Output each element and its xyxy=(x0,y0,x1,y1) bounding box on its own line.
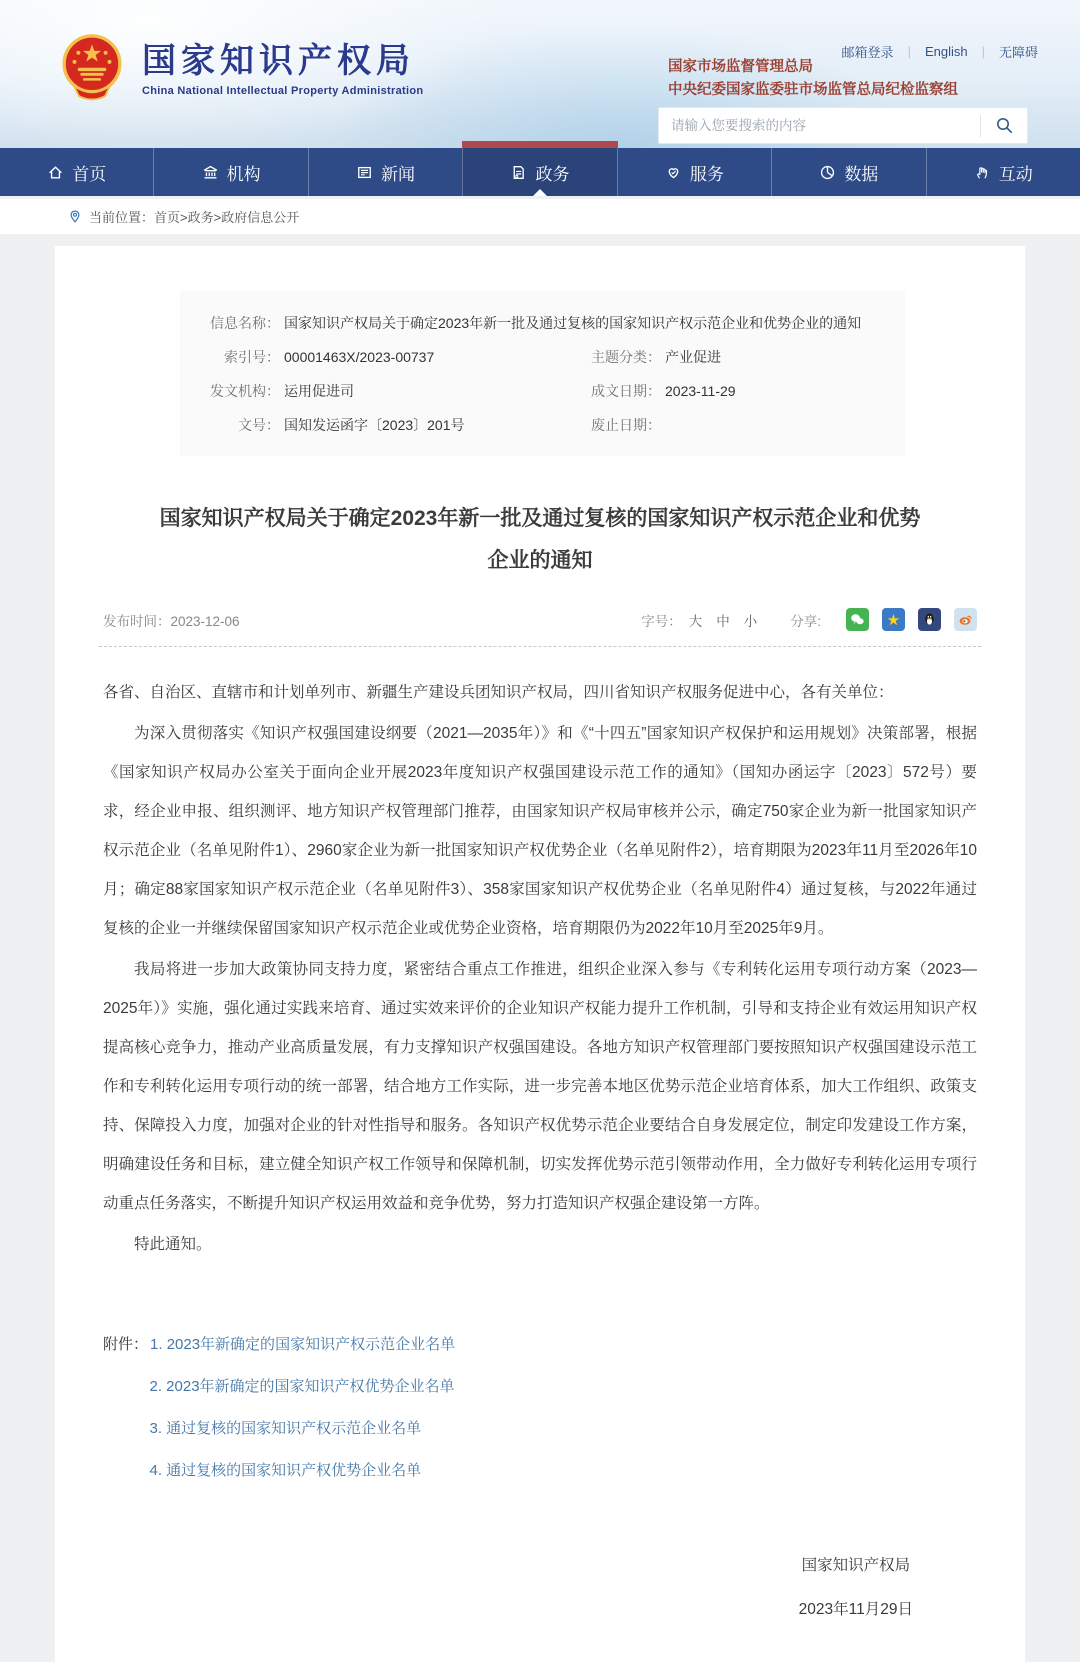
article-body xyxy=(55,647,1025,1264)
document-info-table xyxy=(180,290,905,456)
site-name-english: China National Intellectual Property Administration xyxy=(142,85,424,97)
attachment-link-3[interactable]: 3. 通过复核的国家知识产权示范企业名单 xyxy=(149,1420,422,1437)
nav-label: 机构 xyxy=(226,164,261,184)
nav-label: 政务 xyxy=(535,164,570,184)
nav-item-news[interactable] xyxy=(308,148,462,196)
font-size-label: 字号： xyxy=(641,613,682,629)
info-row-docnum xyxy=(202,408,583,442)
national-emblem-icon xyxy=(60,34,124,104)
interact-icon xyxy=(974,164,991,181)
info-row-index xyxy=(202,340,583,374)
data-icon xyxy=(819,164,836,181)
nav-item-interaction[interactable] xyxy=(926,148,1080,196)
signature-org: 国家知识产权局 xyxy=(801,1557,911,1574)
body-paragraph-2: 我局将进一步加大政策协同支持力度，紧密结合重点工作推进，组织企业深入参与《专利转化运用专项行动方案（2023—2025年）》实施，强化通过实践来培育、通过实效来评价的企业知识产权能力提升工作机制，引导和支持企业有效运用知识产权提高核心竞争力，推动产业高质量发展，有力支撑知识产权强国建设。各地方知识产权管理部门要按照知识产权强国建设示范工作和专利转化运用专项行动的统一部署，结合地方工作实际，进一步完善本地区优势示范企业培育体系，加大工作组织、政策支持、保障投入力度，加强对企业的针对性指导和服务。各知识产权优势示范企业要结合自身发展定位，制定印发建设工作方案，明确建设任务和目标，建立健全知识产权工作领导和保障机制，切实发挥优势示范引领带动作用，全力做好专利转化运用专项行动重点任务落实，不断提升知识产权运用效益和竞争优势，努力打造知识产权强企建设第一方阵。 xyxy=(103,961,977,1212)
nav-item-institutions[interactable] xyxy=(153,148,307,196)
font-size-large-button[interactable]: 大 xyxy=(688,613,703,629)
closing-paragraph: 特此通知。 xyxy=(134,1236,212,1253)
dept-line-1: 国家市场监督管理总局 xyxy=(668,59,813,75)
nav-label: 新闻 xyxy=(381,164,416,184)
info-row-date xyxy=(583,374,883,408)
english-link[interactable]: English xyxy=(924,44,968,59)
nav-item-home[interactable] xyxy=(0,148,153,196)
nav-item-services[interactable] xyxy=(617,148,771,196)
main-navigation xyxy=(0,148,1080,196)
location-pin-icon xyxy=(68,209,82,224)
info-topic-value: 产业促进 xyxy=(665,349,721,365)
content-card xyxy=(55,246,1025,1662)
search-button[interactable] xyxy=(981,108,1027,143)
dept-line-2: 中央纪委国家监委驻市场监管总局纪检监察组 xyxy=(668,82,958,98)
weibo-share-icon[interactable] xyxy=(954,608,977,631)
supervising-departments xyxy=(668,56,958,102)
info-row-expire xyxy=(583,408,883,442)
mail-login-link[interactable]: 邮箱登录 xyxy=(841,45,894,60)
breadcrumb xyxy=(0,199,1080,234)
service-icon xyxy=(665,164,682,181)
divider: | xyxy=(981,44,985,59)
info-date-value: 2023-11-29 xyxy=(665,383,736,399)
nav-label: 服务 xyxy=(689,164,724,184)
info-date-label: 成文日期： xyxy=(591,383,661,399)
font-size-medium-button[interactable]: 中 xyxy=(716,613,730,629)
article-meta xyxy=(103,608,977,631)
info-topic-label: 主题分类： xyxy=(591,349,661,365)
nav-label: 互动 xyxy=(998,164,1033,184)
breadcrumb-label: 当前位置： xyxy=(89,210,155,225)
divider: | xyxy=(907,44,911,59)
salutation-paragraph: 各省、自治区、直辖市和计划单列市、新疆生产建设兵团知识产权局，四川省知识产权服务促进中心，各有关单位： xyxy=(103,684,894,701)
site-header xyxy=(0,0,1080,148)
info-agency-value: 运用促进司 xyxy=(284,383,354,399)
info-row-agency xyxy=(202,374,583,408)
publish-time-label: 发布时间： xyxy=(103,613,171,629)
nav-label: 首页 xyxy=(72,164,107,184)
info-docnum-label: 文号： xyxy=(238,417,280,433)
search-icon xyxy=(995,116,1014,135)
info-name-label: 信息名称： xyxy=(210,315,280,331)
wechat-share-icon[interactable] xyxy=(846,608,869,631)
qzone-share-icon[interactable]: ★ xyxy=(882,608,905,631)
news-icon xyxy=(356,164,373,181)
qq-share-icon[interactable] xyxy=(918,608,941,631)
search-bar xyxy=(658,107,1028,144)
body-paragraph-1: 为深入贯彻落实《知识产权强国建设纲要（2021—2035年）》和《“十四五”国家知识产权保护和运用规划》决策部署，根据《国家知识产权局办公室关于面向企业开展2023年度知识产权强国建设示范工作的通知》（国知办函运字〔2023〕572号）要求，经企业申报、组织测评、地方知识产权管理部门推荐，由国家知识产权局审核并公示，确定750家企业为新一批国家知识产权示范企业（名单见附件1）、2960家企业为新一批国家知识产权优势企业（名单见附件2），培育期限为2023年11月至2026年10月；确定88家国家知识产权示范企业（名单见附件3）、358家国家知识产权优势企业（名单见附件4）通过复核，与2022年通过复核的企业一并继续保留国家知识产权示范企业或优势企业资格，培育期限仍为2022年10月至2025年9月。 xyxy=(103,725,977,937)
nav-label: 数据 xyxy=(844,164,879,184)
info-name-value: 国家知识产权局关于确定2023年新一批及通过复核的国家知识产权示范企业和优势企业的通知 xyxy=(284,315,862,331)
search-input[interactable] xyxy=(659,108,980,143)
signature-date: 2023年11月29日 xyxy=(798,1601,913,1618)
site-name: 国家知识产权局 xyxy=(142,42,415,80)
site-logo[interactable] xyxy=(60,34,423,104)
attachment-link-1[interactable]: 1. 2023年新确定的国家知识产权示范企业名单 xyxy=(150,1336,456,1353)
attachment-link-4[interactable]: 4. 通过复核的国家知识产权优势企业名单 xyxy=(149,1462,422,1479)
page-title: 国家知识产权局关于确定2023年新一批及通过复核的国家知识产权示范企业和优势企业的通知 xyxy=(159,507,921,572)
breadcrumb-path[interactable]: 首页>政务>政府信息公开 xyxy=(154,210,300,225)
nav-item-government-affairs[interactable] xyxy=(462,148,616,196)
signature-block xyxy=(55,1544,1025,1632)
home-icon xyxy=(47,164,64,181)
attachments-label: 附件： xyxy=(103,1336,149,1353)
info-index-value: 00001463X/2023-00737 xyxy=(284,349,435,365)
publish-time-value: 2023-12-06 xyxy=(170,613,240,629)
info-row-topic xyxy=(583,340,883,374)
font-size-small-button[interactable]: 小 xyxy=(743,613,758,629)
bank-icon xyxy=(202,164,219,181)
publish-time xyxy=(103,610,240,630)
info-docnum-value: 国知发运函字〔2023〕201号 xyxy=(284,417,465,433)
accessibility-link[interactable]: 无障碍 xyxy=(998,45,1038,60)
info-row-name xyxy=(202,306,883,340)
document-icon xyxy=(510,164,527,181)
info-index-label: 索引号： xyxy=(224,349,280,365)
attachments-section xyxy=(55,1264,1025,1492)
attachment-link-2[interactable]: 2. 2023年新确定的国家知识产权优势企业名单 xyxy=(149,1378,455,1395)
info-agency-label: 发文机构： xyxy=(210,383,280,399)
info-expire-label: 废止日期： xyxy=(591,417,661,433)
nav-item-data[interactable] xyxy=(771,148,925,196)
share-label: 分享: xyxy=(790,613,821,629)
